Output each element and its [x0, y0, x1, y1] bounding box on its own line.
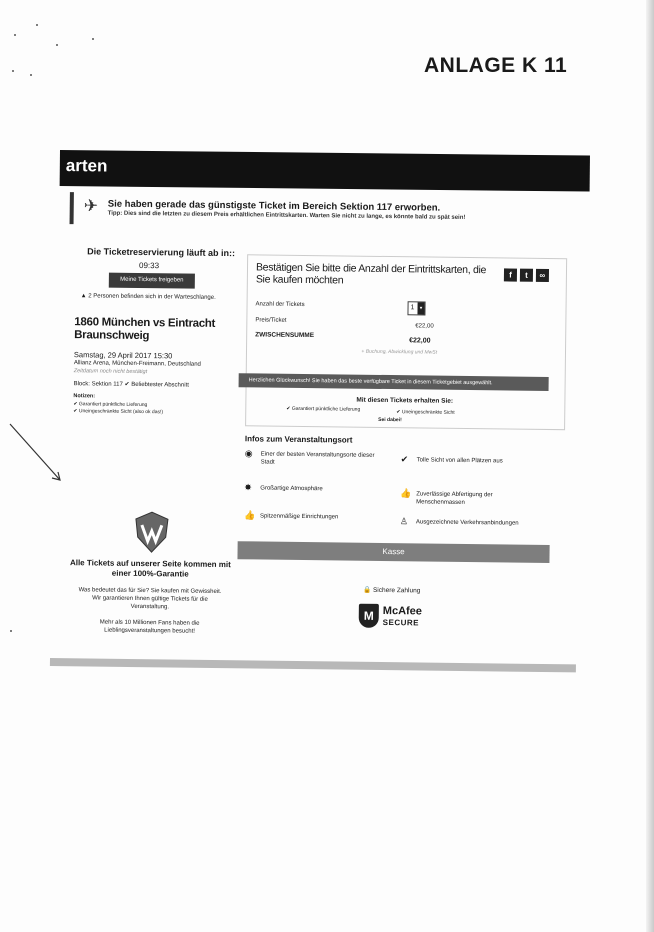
- notice-accent-bar: [70, 192, 74, 224]
- airplane-icon: ✈: [83, 196, 99, 216]
- check-icon: ✔: [73, 408, 79, 415]
- warning-icon: ▲: [80, 293, 89, 300]
- congrats-banner: Herzlichen Glückwunsch! Sie haben das beste verfügbare Ticket in diesem Ticketgebiet ausgewählt.: [239, 373, 549, 391]
- guarantee-fans-text: Mehr als 10 Millionen Fans haben die Lieblingsveranstaltungen besucht!: [99, 619, 200, 635]
- queue-status: [81, 293, 216, 301]
- chevron-down-icon: ▾: [417, 302, 424, 314]
- feature-text: Zuverlässige Abfertigung der Menschenmassen: [416, 491, 493, 506]
- feature-text: Ausgezeichnete Verkehrsanbindungen: [415, 519, 519, 527]
- confirm-title: Bestätigen Sie bitte die Anzahl der Eintrittskarten, die Sie kaufen möchten: [255, 261, 487, 287]
- block-label: Block: Sektion 117: [73, 381, 123, 388]
- secure-payment-text: Sichere Zahlung: [372, 586, 421, 595]
- notice-headline: Sie haben gerade das günstigste Ticket im Bereich Sektion 117 erworben.: [107, 198, 441, 214]
- note-item: [73, 401, 147, 408]
- thumbs-up-icon: 👍: [400, 488, 412, 499]
- page-header-bar: [60, 150, 590, 192]
- ticket-checkout-screenshot: [54, 186, 580, 662]
- event-block: [74, 380, 189, 388]
- price-label: Preis/Ticket: [255, 317, 287, 324]
- benefit-item: [396, 409, 454, 416]
- venue-feature: [399, 516, 550, 527]
- note-text: Uneingeschränkte Sicht (also ok das!): [78, 408, 164, 416]
- benefits-title: Mit diesen Tickets erhalten Sie:: [356, 396, 454, 405]
- event-venue: Allianz Arena, München-Freimann, Deutschland: [73, 360, 201, 368]
- header-title: arten: [65, 156, 108, 176]
- mcafee-secure-text: SECURE: [382, 617, 420, 628]
- venue-feature: [244, 448, 375, 466]
- thumbs-up-icon: 👍: [243, 510, 256, 521]
- twitter-icon[interactable]: t: [520, 269, 533, 282]
- check-icon: ✔: [286, 405, 292, 412]
- feature-text: Großartige Atmosphäre: [260, 485, 323, 493]
- reservation-timer: 09:33: [138, 260, 160, 271]
- event-date-note: Zeitdatum noch nicht bestätigt: [73, 368, 148, 376]
- price-value: €22,00: [415, 323, 434, 330]
- feature-text: Spitzenmäßige Einrichtungen: [259, 513, 339, 521]
- page-edge-shadow: [646, 0, 654, 932]
- venue-info-title: Infos zum Veranstaltungsort: [244, 434, 353, 445]
- fee-note: + Buchung, Abwicklung und MwSt: [361, 348, 438, 356]
- reservation-title: Die Ticketreservierung läuft ab in::: [87, 246, 236, 259]
- venue-feature: [400, 454, 541, 465]
- venue-feature: [243, 510, 374, 521]
- benefit-text: Garantiert pünktliche Lieferung: [291, 405, 361, 413]
- check-icon: ✔: [396, 409, 402, 416]
- confirm-quantity-panel: [245, 254, 567, 430]
- facebook-icon[interactable]: f: [504, 268, 517, 281]
- guarantee-title: Alle Tickets auf unserer Seite kommen mit einer 100%-Garantie: [69, 558, 231, 579]
- queue-text: 2 Personen befinden sich in der Warteschlange.: [88, 293, 216, 301]
- person-icon: ♙: [399, 516, 409, 527]
- benefit-item: Sei dabei!: [378, 416, 402, 424]
- feature-text: Tolle Sicht von allen Plätzen aus: [416, 457, 503, 465]
- subtotal-value: €22,00: [409, 337, 431, 345]
- block-tag: Beliebtester Abschnitt: [131, 381, 189, 389]
- check-circle-icon: ✔: [400, 454, 409, 465]
- venue-feature: [244, 482, 374, 493]
- release-tickets-button[interactable]: Meine Tickets freigeben: [109, 273, 195, 289]
- left-column: [69, 238, 239, 635]
- notes-label: Notizen:: [73, 393, 96, 400]
- qty-label: Anzahl der Tickets: [255, 301, 305, 308]
- qty-value: 1: [410, 304, 415, 312]
- qty-select[interactable]: [407, 301, 425, 315]
- feature-text: Einer der besten Veranstaltungsorte dieser Stadt: [260, 451, 375, 466]
- notice-tip: Tipp: Dies sind die letzten zu diesem Preis erhältlichen Eintrittskarten. Warten Sie nicht zu lange, es könnte bald zu spät sein!: [107, 210, 466, 221]
- mcafee-secure-badge: [359, 604, 429, 633]
- annex-label: ANLAGE K 11: [424, 54, 568, 77]
- event-title: 1860 München vs Eintracht Braunschweig: [74, 316, 216, 343]
- link-icon[interactable]: ∞: [536, 269, 549, 282]
- benefit-item: [286, 406, 360, 413]
- note-text: Garantiert pünktliche Lieferung: [78, 401, 148, 409]
- guarantee-shield-icon: [134, 511, 171, 553]
- guarantee-text: Was bedeutet das für Sie? Sie kaufen mit Gewissheit. Wir garantieren Ihnen gültige Tickets für die Veranstaltung.: [78, 587, 222, 611]
- event-date: Samstag, 29 April 2017 15:30: [73, 350, 173, 361]
- check-icon: ✔: [73, 401, 79, 408]
- best-price-notice: [69, 190, 569, 236]
- note-item: [73, 408, 163, 415]
- lock-icon: 🔒: [363, 586, 374, 594]
- starburst-icon: ✸: [244, 482, 252, 493]
- mcafee-shield-icon: M: [359, 604, 379, 628]
- benefit-text: Uneingeschränkte Sicht: [401, 409, 455, 416]
- check-icon: ✔: [124, 381, 132, 388]
- venue-feature: [400, 488, 540, 506]
- secure-payment: [363, 586, 420, 595]
- subtotal-label: ZWISCHENSUMME: [255, 331, 315, 340]
- checkout-button[interactable]: Kasse: [237, 541, 549, 563]
- globe-icon: ◉: [244, 448, 253, 459]
- mcafee-brand: McAfee: [382, 604, 423, 618]
